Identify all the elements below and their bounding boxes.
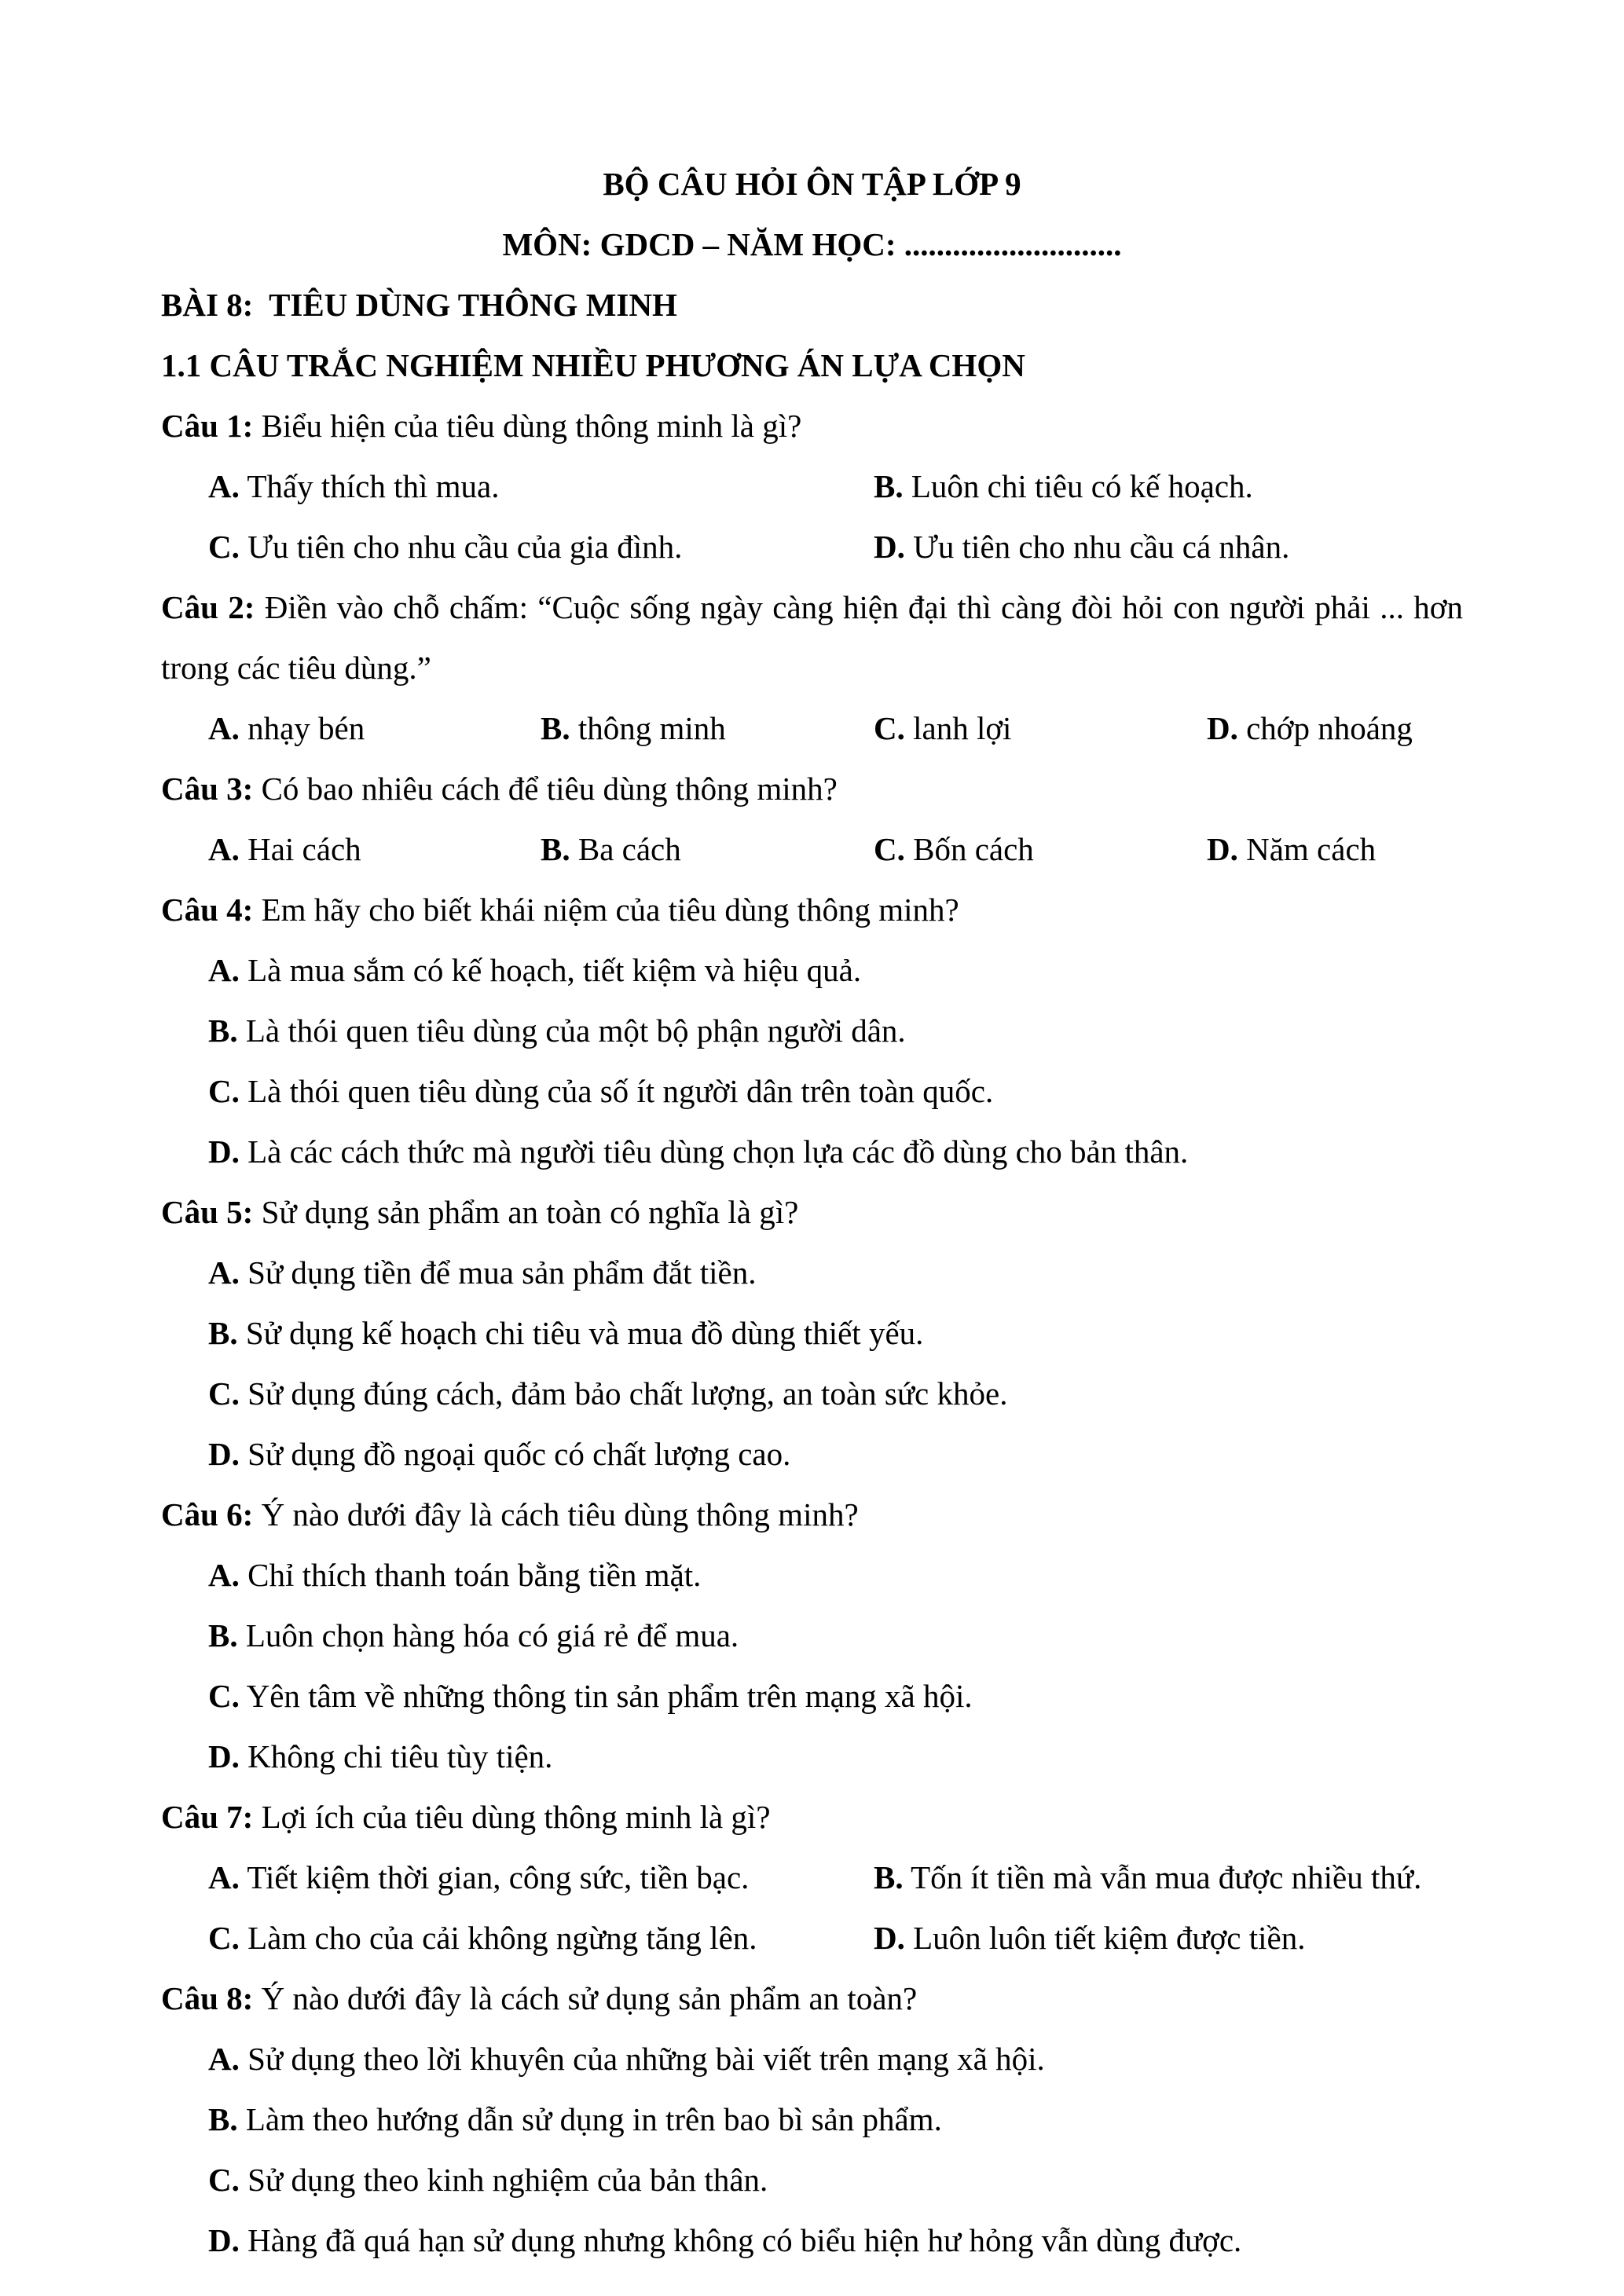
doc-subtitle: MÔN: GDCD – NĂM HỌC: ........................... [502,226,1122,262]
answer-option-b: B. Tốn ít tiền mà vẫn mua được nhiều thứ. [874,1859,1422,1895]
question-text: Câu 8: Ý nào dưới đây là cách sử dụng sản phẩm an toàn? [161,1980,918,2016]
option-letter: B. [541,710,570,746]
option-letter: C. [208,529,240,565]
answer-options [161,1545,1463,1787]
option-letter: D. [208,2222,240,2258]
option-letter: B. [208,1315,238,1351]
question-1 [161,396,1463,577]
question-list [161,396,1463,2271]
option-letter: C. [874,710,905,746]
answer-option-c: C. Bốn cách [874,831,1034,867]
option-letter: D. [208,1133,240,1170]
question-text: Câu 1: Biểu hiện của tiêu dùng thông minh là gì? [161,408,802,444]
option-letter: C. [208,1920,240,1956]
section-heading: 1.1 CÂU TRẮC NGHIỆM NHIỀU PHƯƠNG ÁN LỰA CHỌN [161,347,1025,383]
answer-option-c: C. Làm cho của cải không ngừng tăng lên. [208,1920,757,1956]
answer-options [161,1243,1463,1485]
answer-option-d: D. Năm cách [1207,831,1377,867]
option-letter: A. [208,831,240,867]
option-letter: D. [1207,831,1238,867]
answer-option-a: A. Tiết kiệm thời gian, công sức, tiền bạc. [208,1859,750,1895]
option-letter: A. [208,468,240,504]
answer-option-c: C. Sử dụng theo kinh nghiệm của bản thân. [208,2162,768,2198]
option-letter: B. [208,2101,238,2137]
question-label: Câu 2: [161,589,255,625]
answer-options [161,698,1463,759]
answer-option-d: D. Ưu tiên cho nhu cầu cá nhân. [874,529,1290,565]
answer-option-c: C. Ưu tiên cho nhu cầu của gia đình. [208,529,683,565]
answer-option-c: C. Yên tâm về những thông tin sản phẩm trên mạng xã hội. [208,1678,973,1714]
option-letter: A. [208,2041,240,2077]
answer-option-c: C. Sử dụng đúng cách, đảm bảo chất lượng, an toàn sức khỏe. [208,1375,1008,1412]
option-letter: C. [208,2162,240,2198]
option-letter: C. [208,1375,240,1412]
answer-option-d: D. Không chi tiêu tùy tiện. [208,1738,553,1774]
answer-option-b: B. Ba cách [541,831,681,867]
option-letter: D. [1207,710,1238,746]
answer-option-d: D. Là các cách thức mà người tiêu dùng chọn lựa các đồ dùng cho bản thân. [208,1133,1189,1170]
question-text: Câu 4: Em hãy cho biết khái niệm của tiêu dùng thông minh? [161,892,959,928]
option-letter: A. [208,710,240,746]
option-letter: A. [208,1557,240,1593]
option-letter: B. [208,1013,238,1049]
answer-option-d: D. Hàng đã quá hạn sử dụng nhưng không có biểu hiện hư hỏng vẫn dùng được. [208,2222,1242,2258]
option-letter: A. [208,1859,240,1895]
question-label: Câu 7: [161,1799,254,1835]
question-text: Câu 7: Lợi ích của tiêu dùng thông minh là gì? [161,1799,771,1835]
answer-option-a: A. Sử dụng tiền để mua sản phẩm đắt tiền. [208,1254,757,1291]
answer-option-b: B. Luôn chi tiêu có kế hoạch. [874,468,1253,504]
answer-option-d: D. Sử dụng đồ ngoại quốc có chất lượng cao. [208,1436,791,1472]
answer-option-a: A. Là mua sắm có kế hoạch, tiết kiệm và hiệu quả. [208,952,862,988]
option-letter: B. [208,1617,238,1653]
answer-options [161,819,1463,880]
answer-option-a: A. nhạy bén [208,710,365,746]
question-2 [161,577,1463,759]
answer-option-a: A. Sử dụng theo lời khuyên của những bài viết trên mạng xã hội. [208,2041,1045,2077]
option-letter: C. [874,831,905,867]
answer-options [161,2029,1463,2271]
answer-option-c: C. lanh lợi [874,710,1012,746]
answer-option-d: D. Luôn luôn tiết kiệm được tiền. [874,1920,1306,1956]
option-letter: A. [208,1254,240,1291]
option-letter: D. [208,1436,240,1472]
question-text: Câu 5: Sử dụng sản phẩm an toàn có nghĩa là gì? [161,1194,799,1230]
question-label: Câu 3: [161,771,254,807]
question-text: Câu 3: Có bao nhiêu cách để tiêu dùng thông minh? [161,771,838,807]
question-6 [161,1485,1463,1787]
question-label: Câu 8: [161,1980,254,2016]
answer-option-b: B. Là thói quen tiêu dùng của một bộ phận người dân. [208,1013,906,1049]
answer-options [161,456,1463,577]
answer-option-a: A. Hai cách [208,831,361,867]
question-5 [161,1182,1463,1485]
answer-option-b: B. Làm theo hướng dẫn sử dụng in trên bao bì sản phẩm. [208,2101,942,2137]
option-letter: B. [874,468,904,504]
doc-title: BỘ CÂU HỎI ÔN TẬP LỚP 9 [603,166,1021,202]
answer-option-d: D. chớp nhoáng [1207,710,1413,746]
question-8 [161,1968,1463,2271]
option-letter: B. [541,831,570,867]
question-label: Câu 1: [161,408,254,444]
question-7 [161,1787,1463,1968]
question-3 [161,759,1463,880]
question-label: Câu 6: [161,1496,254,1532]
lesson-heading: BÀI 8: TIÊU DÙNG THÔNG MINH [161,287,677,323]
option-letter: D. [208,1738,240,1774]
option-letter: C. [208,1073,240,1109]
option-letter: B. [874,1859,904,1895]
option-letter: D. [874,529,905,565]
question-text: Câu 2: Điền vào chỗ chấm: “Cuộc sống ngày càng hiện đại thì càng đòi hỏi con người phải ... hơn trong các tiêu dùng.” [161,589,1463,686]
answer-option-b: B. Luôn chọn hàng hóa có giá rẻ để mua. [208,1617,739,1653]
answer-option-a: A. Chỉ thích thanh toán bằng tiền mặt. [208,1557,702,1593]
answer-options [161,1847,1463,1968]
answer-options [161,940,1463,1182]
option-letter: A. [208,952,240,988]
option-letter: C. [208,1678,240,1714]
option-letter: D. [874,1920,905,1956]
question-4 [161,880,1463,1182]
answer-option-b: B. thông minh [541,710,726,746]
question-label: Câu 5: [161,1194,254,1230]
answer-option-b: B. Sử dụng kế hoạch chi tiêu và mua đồ dùng thiết yếu. [208,1315,924,1351]
question-label: Câu 4: [161,892,254,928]
answer-option-c: C. Là thói quen tiêu dùng của số ít người dân trên toàn quốc. [208,1073,994,1109]
question-text: Câu 6: Ý nào dưới đây là cách tiêu dùng thông minh? [161,1496,859,1532]
answer-option-a: A. Thấy thích thì mua. [208,468,500,504]
